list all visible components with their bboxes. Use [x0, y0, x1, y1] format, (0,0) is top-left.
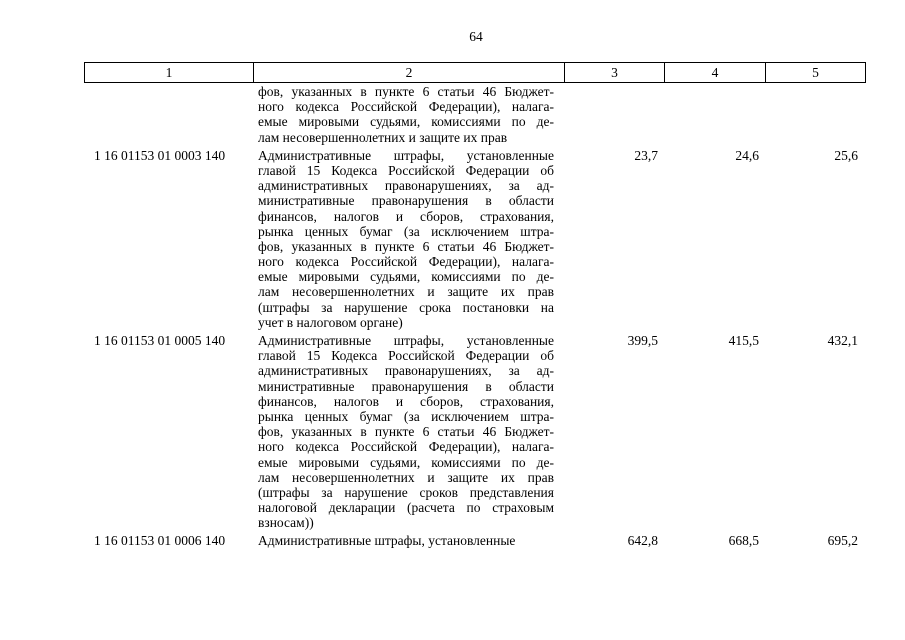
description-line: фов, указанных в пункте 6 статьи 46 Бюджет- — [258, 238, 554, 254]
budget-code: 1 16 01153 01 0003 140 — [94, 147, 226, 163]
table-body — [84, 84, 866, 552]
page-number: 64 — [469, 29, 483, 44]
value-col-5: 695,2 — [827, 533, 858, 549]
value-col-3: 399,5 — [627, 333, 658, 348]
description-line: фов, указанных в пункте 6 статьи 46 Бюджет- — [258, 424, 554, 440]
description — [253, 533, 564, 548]
description-line: министративные правонарушения в области — [258, 378, 554, 394]
budget-code — [84, 84, 253, 145]
table-row — [84, 333, 866, 530]
column-header-3: 3 — [565, 63, 665, 82]
description-line: фов, указанных в пункте 6 статьи 46 Бюджет- — [258, 84, 554, 99]
value-col-3: 642,8 — [627, 533, 658, 549]
description — [253, 333, 564, 530]
table-header — [84, 62, 866, 83]
description-line: ного кодекса Российской Федерации), налага- — [258, 254, 554, 270]
description-line: емые мировыми судьями, комиссиями по де- — [258, 114, 554, 130]
description-line: финансов, налогов и сборов, страхования, — [258, 393, 554, 409]
description-line: рынка ценных бумаг (за исключением штра- — [258, 223, 554, 239]
column-header-4: 4 — [665, 63, 766, 82]
description-line: лам несовершеннолетних и защите их прав — [258, 469, 554, 485]
value-col-3 — [564, 84, 664, 145]
description-line: взносам)) — [258, 515, 314, 531]
value-col-5: 432,1 — [827, 333, 858, 348]
description-line: емые мировыми судьями, комиссиями по де- — [258, 269, 554, 285]
value-col-5: 25,6 — [834, 147, 858, 163]
description-line: налоговой декларации (расчета по страховым — [258, 500, 554, 516]
description — [253, 84, 564, 145]
description-line: емые мировыми судьями, комиссиями по де- — [258, 454, 554, 470]
table-row — [84, 84, 866, 145]
budget-code: 1 16 01153 01 0005 140 — [94, 333, 226, 348]
description-line: рынка ценных бумаг (за исключением штра- — [258, 408, 554, 424]
description-line: ного кодекса Российской Федерации), налага- — [258, 99, 554, 115]
description — [253, 148, 564, 330]
description-line: лам несовершеннолетних и защите их прав — [258, 129, 508, 145]
description-line: Административные штрафы, установленные — [258, 147, 554, 163]
description-line: главой 15 Кодекса Российской Федерации об — [258, 348, 554, 364]
description-line: (штрафы за нарушение срока постановки на — [258, 299, 554, 315]
description-line: финансов, налогов и сборов, страхования, — [258, 208, 554, 224]
table-row — [84, 533, 866, 548]
column-header-2: 2 — [254, 63, 565, 82]
description-line: (штрафы за нарушение сроков представления — [258, 484, 554, 500]
value-col-5 — [765, 84, 864, 145]
table-row — [84, 148, 866, 330]
description-line: Административные штрафы, установленные — [258, 533, 516, 549]
value-col-4: 668,5 — [728, 533, 759, 549]
value-col-4: 415,5 — [728, 333, 759, 348]
value-col-4 — [664, 84, 765, 145]
description-line: главой 15 Кодекса Российской Федерации об — [258, 162, 554, 178]
description-line: административных правонарушениях, за ад- — [258, 363, 554, 379]
description-line: лам несовершеннолетних и защите их прав — [258, 284, 554, 300]
budget-code: 1 16 01153 01 0006 140 — [94, 533, 226, 549]
description-line: учет в налоговом органе) — [258, 314, 403, 330]
value-col-3: 23,7 — [634, 147, 658, 163]
description-line: министративные правонарушения в области — [258, 193, 554, 209]
description-line: административных правонарушениях, за ад- — [258, 178, 554, 194]
description-line: ного кодекса Российской Федерации), налага- — [258, 439, 554, 455]
description-line: Административные штрафы, установленные — [258, 333, 554, 348]
column-header-5: 5 — [812, 64, 819, 80]
column-header-1: 1 — [85, 63, 254, 82]
value-col-4: 24,6 — [735, 147, 759, 163]
